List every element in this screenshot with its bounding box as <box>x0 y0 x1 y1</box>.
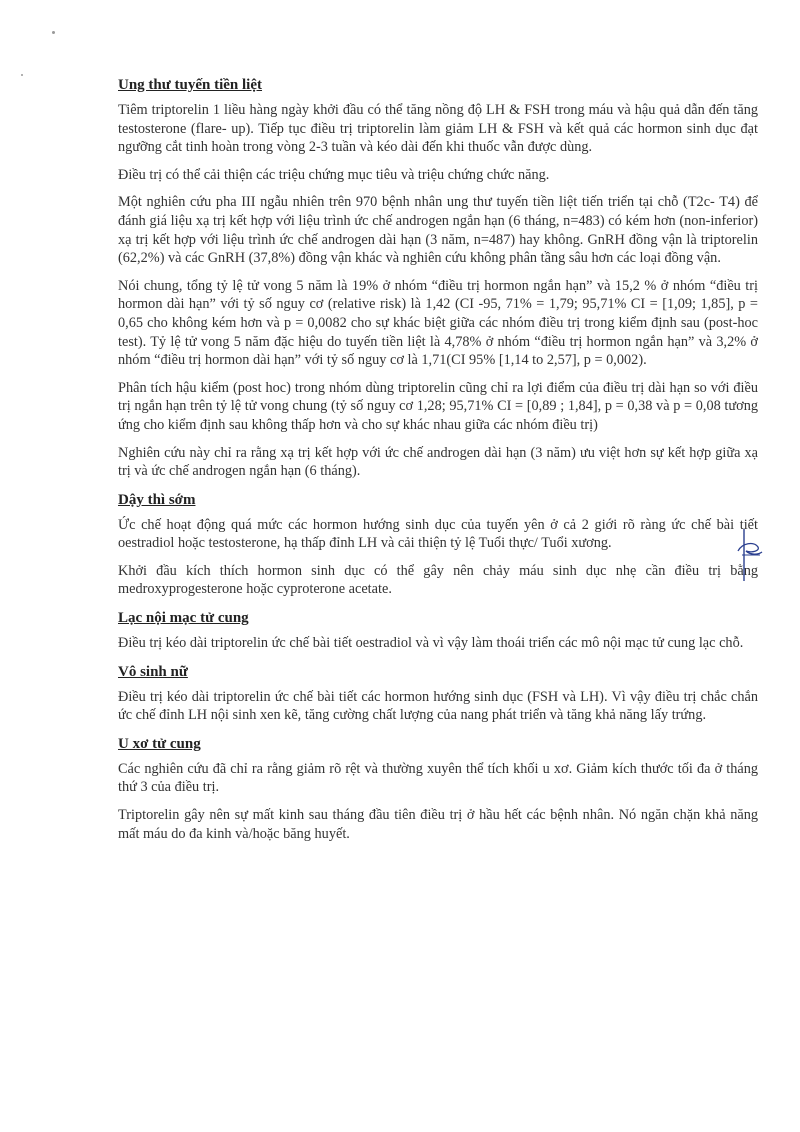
section-heading: U xơ tử cung <box>118 735 201 752</box>
scan-speck <box>21 74 23 76</box>
paragraph: Triptorelin gây nên sự mất kinh sau tháng đầu tiên điều trị ở hầu hết các bệnh nhân. Nó ngăn chặn khả năng mất máu do đa kinh và/hoặc băng huyết. <box>118 807 758 842</box>
scan-speck <box>52 31 55 34</box>
section-female-infertility <box>118 663 758 725</box>
section-heading: Lạc nội mạc tử cung <box>118 610 249 627</box>
document-page <box>118 76 758 853</box>
section-precocious-puberty <box>118 491 758 599</box>
paragraph: Điều trị kéo dài triptorelin ức chế bài tiết oestradiol và vì vậy làm thoái triển các mô nội mạc tử cung lạc chỗ. <box>118 635 744 652</box>
paragraph: Điều trị có thể cải thiện các triệu chứng mục tiêu và triệu chứng chức năng. <box>118 166 550 183</box>
section-heading: Ung thư tuyến tiền liệt <box>118 77 263 93</box>
paragraph: Nói chung, tổng tỷ lệ tử vong 5 năm là 19% ở nhóm “điều trị hormon ngắn hạn” và 15,2 % ở nhóm “điều trị hormon dài hạn” với tỷ số nguy cơ (relative risk) là 1,42 (CI -95, 71% = 1,79; 95,71% CI = [1,09; 1,85], p = 0,65 cho không kém hơn và p = 0,0082 cho sự khác biệt giữa các nhóm điều trị trong kiểm định sau (post-hoc test). Tỷ lệ tử vong 5 năm đặc hiệu do tuyến tiền liệt là 4,78% ở nhóm “điều trị hormon ngắn hạn” và 3,2% ở nhóm “điều trị hormon dài hạn” với tỷ số nguy cơ là 1,71(CI 95% [1,14 to 2,57], p = 0,002). <box>118 277 758 369</box>
paragraph: Một nghiên cứu pha III ngẫu nhiên trên 970 bệnh nhân ung thư tuyến tiền liệt tiến triển tại chỗ (T2c- T4) để đánh giá liệu xạ trị kết hợp với liệu trình ức chế androgen ngắn hạn (6 tháng, n=483) có kém hơn (non-inferior) xạ trị kết hợp với liệu trình ức chế androgen dài hạn (3 năm, n=487) hay không. GnRH đồng vận là triptorelin (62,2%) và các GnRH (37,8%) đồng vận khác và nghiên cứu không phân tầng sâu hơn các loại đồng vận. <box>118 194 758 267</box>
section-heading: Dậy thì sớm <box>118 491 196 508</box>
section-heading: Vô sinh nữ <box>118 663 188 680</box>
paragraph: Khởi đầu kích thích hormon sinh dục có thể gây nên chảy máu sinh dục nhẹ cần điều trị bằng medroxyprogesterone hoặc cyproterone acetate. <box>118 562 758 598</box>
paragraph: Các nghiên cứu đã chỉ ra rằng giảm rõ rệt và thường xuyên thể tích khối u xơ. Giảm kích thước tối đa ở tháng thứ 3 của điều trị. <box>118 760 758 796</box>
section-endometriosis <box>118 609 758 653</box>
paragraph: Phân tích hậu kiểm (post hoc) trong nhóm dùng triptorelin cũng chỉ ra lợi điểm của điều trị dài hạn so với điều trị ngắn hạn trên tỷ lệ tử vong chung (tỷ số nguy cơ 1,28; 95,71% CI = [0,89 ; 1,84], p = 0,38 và p = 0,08 tương ứng cho kiểm định sau không thấp hơn và cho sự khác nhau giữa các nhóm điều trị) <box>118 379 758 433</box>
paragraph: Điều trị kéo dài triptorelin ức chế bài tiết các hormon hướng sinh dục (FSH và LH). Vì vậy điều trị chắc chắn ức chế đỉnh LH nội sinh xen kẽ, tăng cường chất lượng của nang phát triển và tăng khả năng lấy trứng. <box>118 688 758 724</box>
section-prostate-cancer <box>118 76 758 481</box>
paragraph: Nghiên cứu này chỉ ra rằng xạ trị kết hợp với ức chế androgen dài hạn (3 năm) ưu việt hơn sự kết hợp giữa xạ trị và ức chế androgen ngắn hạn (6 tháng). <box>118 444 758 480</box>
paragraph: Tiêm triptorelin 1 liều hàng ngày khởi đầu có thể tăng nồng độ LH & FSH trong máu và hậu quả dẫn đến tăng testosterone (flare- up). Tiếp tục điều trị triptorelin làm giảm LH & FSH và kết quả các hormon sinh dục đạt ngưỡng cắt tinh hoàn trong vòng 2-3 tuần và kéo dài đến khi thuốc vẫn được dùng. <box>118 102 758 156</box>
section-uterine-fibroids <box>118 735 758 843</box>
margin-initial-mark <box>732 525 768 585</box>
paragraph: Ức chế hoạt động quá mức các hormon hướng sinh dục của tuyến yên ở cả 2 giới rõ ràng ức chế bài tiết oestradiol hoặc testosterone, hạ thấp đỉnh LH và cải thiện tỷ lệ Tuổi thực/ Tuổi xương. <box>118 516 758 552</box>
